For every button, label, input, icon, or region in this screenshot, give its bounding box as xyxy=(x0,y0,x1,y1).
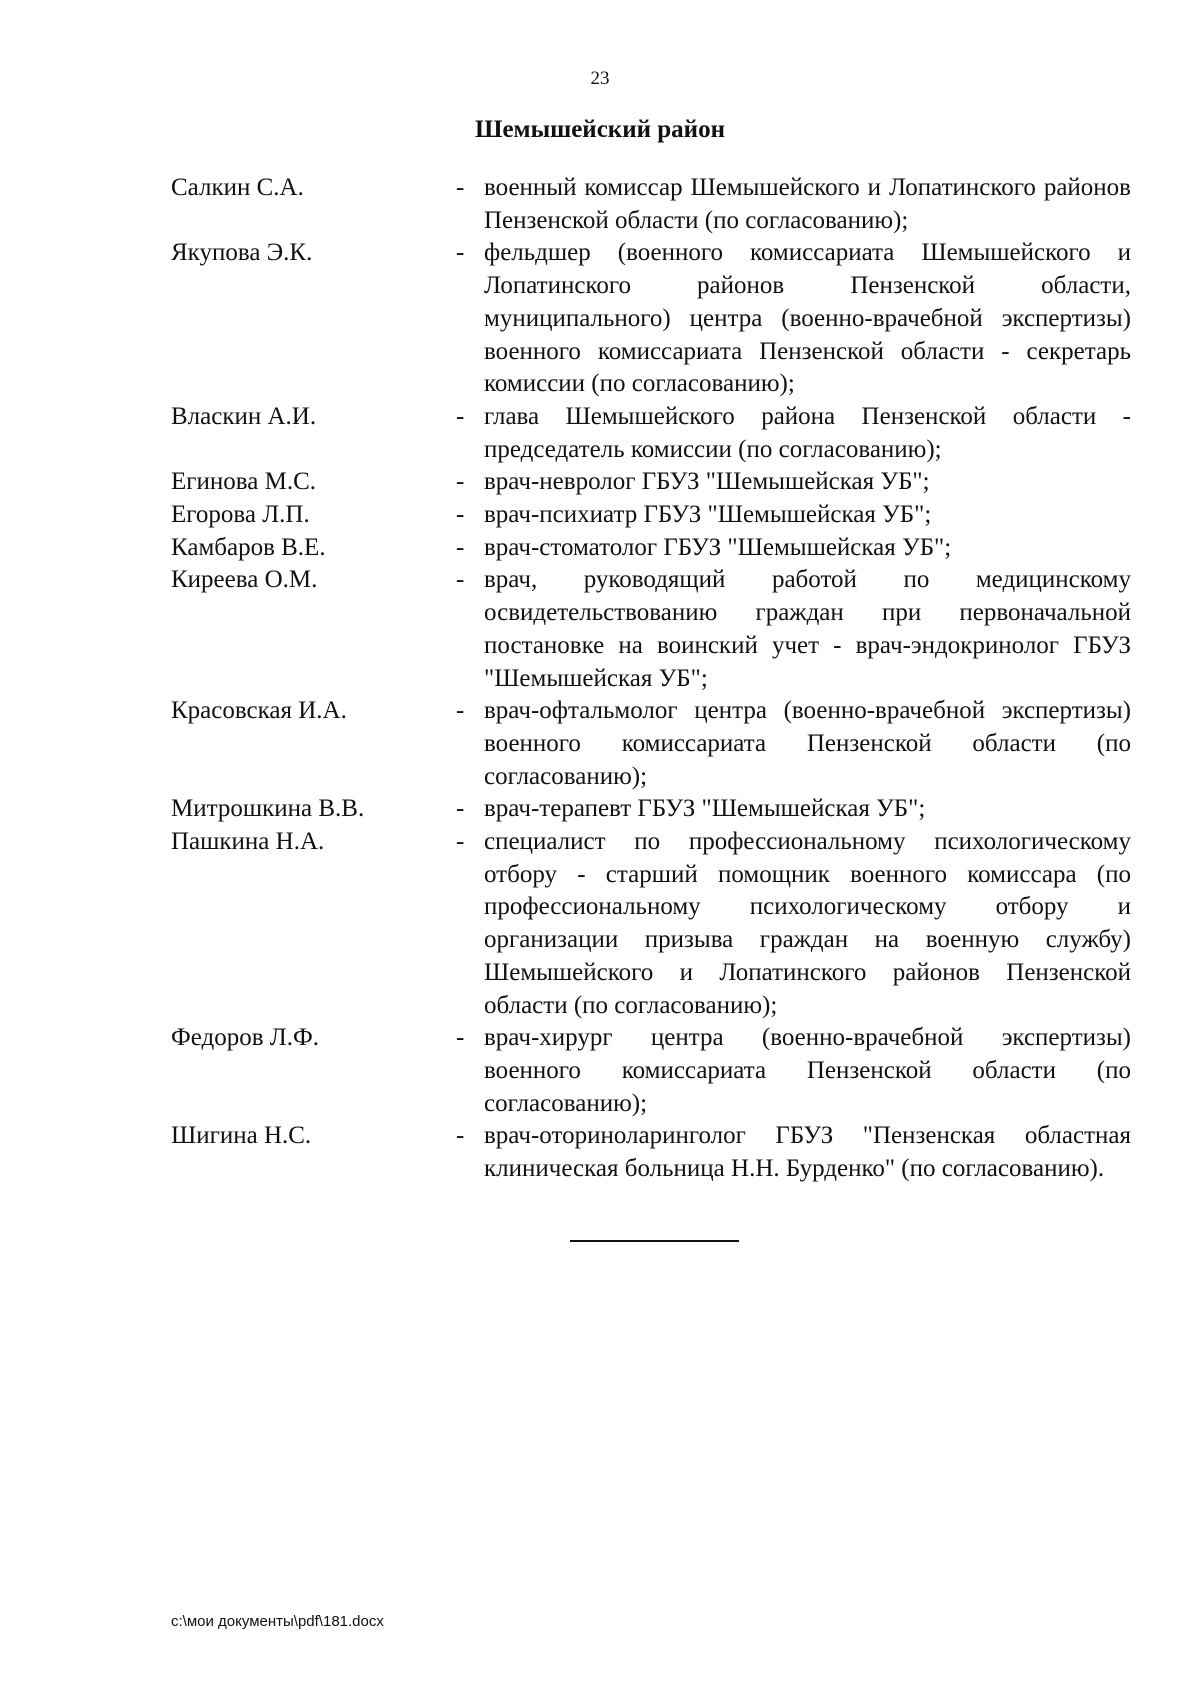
member-name: Камбаров В.Е. xyxy=(171,533,326,561)
member-description: врач-психиатр ГБУЗ "Шемышейская УБ"; xyxy=(484,501,932,529)
member-name: Шигина Н.С. xyxy=(171,1122,312,1150)
member-dash: - xyxy=(456,1024,465,1052)
member-dash: - xyxy=(456,174,465,201)
member-description: врач-оториноларинголог ГБУЗ "Пензенская областная клиническая больница Н.Н. Бурденко" (по согласованию). xyxy=(484,1122,1131,1183)
member-row xyxy=(0,401,1200,466)
member-name: Киреева О.М. xyxy=(171,566,318,594)
member-row xyxy=(0,793,1200,826)
member-description: врач-терапевт ГБУЗ "Шемышейская УБ"; xyxy=(484,795,926,823)
section-title: Шемышейский район xyxy=(475,116,725,143)
member-row xyxy=(0,695,1200,793)
footer-file-path: c:\мои документы\pdf\181.docx xyxy=(171,1613,384,1630)
member-description: врач-стоматолог ГБУЗ "Шемышейская УБ"; xyxy=(484,533,952,561)
member-dash: - xyxy=(456,566,465,594)
member-name: Власкин А.И. xyxy=(171,402,317,430)
separator-line xyxy=(570,1240,739,1242)
member-name: Митрошкина В.В. xyxy=(171,795,365,823)
member-name: Салкин С.А. xyxy=(171,174,304,201)
member-dash: - xyxy=(456,533,465,561)
member-name: Якупова Э.К. xyxy=(171,239,313,267)
member-dash: - xyxy=(456,795,465,823)
member-dash: - xyxy=(456,697,465,725)
member-name: Федоров Л.Ф. xyxy=(171,1024,319,1052)
member-row xyxy=(0,826,1200,1022)
member-name: Егорова Л.П. xyxy=(171,501,310,529)
member-description: врач, руководящий работой по медицинскому освидетельствованию граждан при первоначальной постановке на воинский учет - врач-эндокринолог ГБУЗ "Шемышейская УБ"; xyxy=(484,566,1131,692)
page-number: 23 xyxy=(590,68,610,89)
member-dash: - xyxy=(456,1122,465,1150)
member-name: Егинова М.С. xyxy=(171,468,317,496)
member-row xyxy=(0,237,1200,401)
member-description: специалист по профессиональному психологическому отбору - старший помощник военного комиссара (по профессиональному психологическому отбору и организации призыва граждан на военную службу) Шемышейского и Лопатинского районов Пензенской области (по согласованию); xyxy=(484,828,1131,1019)
member-description: врач-офтальмолог центра (военно-врачебной экспертизы) военного комиссариата Пензенской области (по согласованию); xyxy=(484,697,1131,790)
member-dash: - xyxy=(456,402,465,430)
member-row xyxy=(0,499,1200,532)
member-dash: - xyxy=(456,828,465,856)
member-row xyxy=(0,532,1200,565)
member-dash: - xyxy=(456,501,465,529)
member-row xyxy=(0,1022,1200,1120)
member-dash: - xyxy=(456,468,465,496)
member-description: врач-хирург центра (военно-врачебной экспертизы) военного комиссариата Пензенской области (по согласованию); xyxy=(484,1024,1131,1117)
member-row xyxy=(0,466,1200,499)
member-description: врач-невролог ГБУЗ "Шемышейская УБ"; xyxy=(484,468,930,496)
member-row xyxy=(0,172,1200,237)
members-list xyxy=(0,172,1200,1186)
member-description: фельдшер (военного комиссариата Шемышейского и Лопатинского районов Пензенской области, муниципального) центра (военно-врачебной экспертизы) военного комиссариата Пензенской области - секретарь комиссии (по согласованию); xyxy=(484,239,1131,398)
member-name: Пашкина Н.А. xyxy=(171,828,325,856)
member-description: военный комиссар Шемышейского и Лопатинского районов Пензенской области (по согласованию); xyxy=(484,174,1131,234)
member-row xyxy=(0,564,1200,695)
member-description: глава Шемышейского района Пензенской области - председатель комиссии (по согласованию); xyxy=(484,402,1131,463)
member-dash: - xyxy=(456,239,465,267)
member-name: Красовская И.А. xyxy=(171,697,347,725)
member-row xyxy=(0,1120,1200,1185)
